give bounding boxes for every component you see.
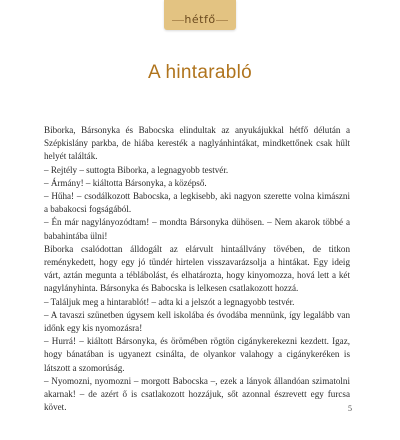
paragraph: – Hurrá! – kiáltott Bársonyka, és örömében rögtön cigánykerekezni kezdett. Igaz, hogy bánatában is ugyanezt csinálta, de olyankor valahogy a cigánykeréken is látszott a szomorúság. [44,336,350,373]
day-tab-label: hétfő [184,13,216,26]
paragraph: – Nyomozni, nyomozni – morgott Babocska –, ezek a lányok állandóan szimatolni akarnak! – de azért ő is csatlakozott hozzájuk, sőt azonnal észrevett egy furcsa követ. [44,375,350,413]
tab-decoration-right [216,20,228,21]
paragraph: – Találjuk meg a hintarablót! – adta ki a jelszót a legnagyobb testvér. [44,296,295,307]
paragraph: – Hűha! – csodálkozott Babocska, a legkisebb, aki nagyon szerette volna kimászni a babakocsi fogságából. [44,191,350,215]
paragraph: – Rejtély – suttogta Biborka, a legnagyobb testvér. [44,164,229,175]
paragraph: – Én már nagylányozódtam! – mondta Bársonyka dühösen. – Nem akarok többé a babahintába ülni! [44,217,350,241]
chapter-body [44,124,350,414]
day-tab [164,0,236,30]
paragraph: – Ármány! – kiáltotta Bársonyka, a középső. [44,177,207,188]
paragraph: Biborka csalódottan álldogált az elárvult hintaállvány tövében, de titkon reménykedett, hogy egy jó tündér hirtelen visszavarázsolja a hintákat. Egy ideig várt, aztán megunta a téblábolást, és elhatározta, hogy kinyomozza, hová lett a két nagylányhinta. Bársonyka és Babocska is lelkesen csatlakozott hozzá. [44,243,350,294]
paragraph: – A tavaszi szünetben úgysem kell iskolába és óvodába mennünk, így legalább van időnk egy kis nyomozásra! [44,309,350,334]
paragraph: Biborka, Bársonyka és Babocska elindultak az anyukájukkal hétfő délután a Szépkislány parkba, de hiába keresték a naglyánhintákat, mindkettőnek csak hűlt helyét találták. [44,125,350,162]
chapter-title: A hintarabló [148,62,252,83]
page-number: 5 [348,404,352,413]
